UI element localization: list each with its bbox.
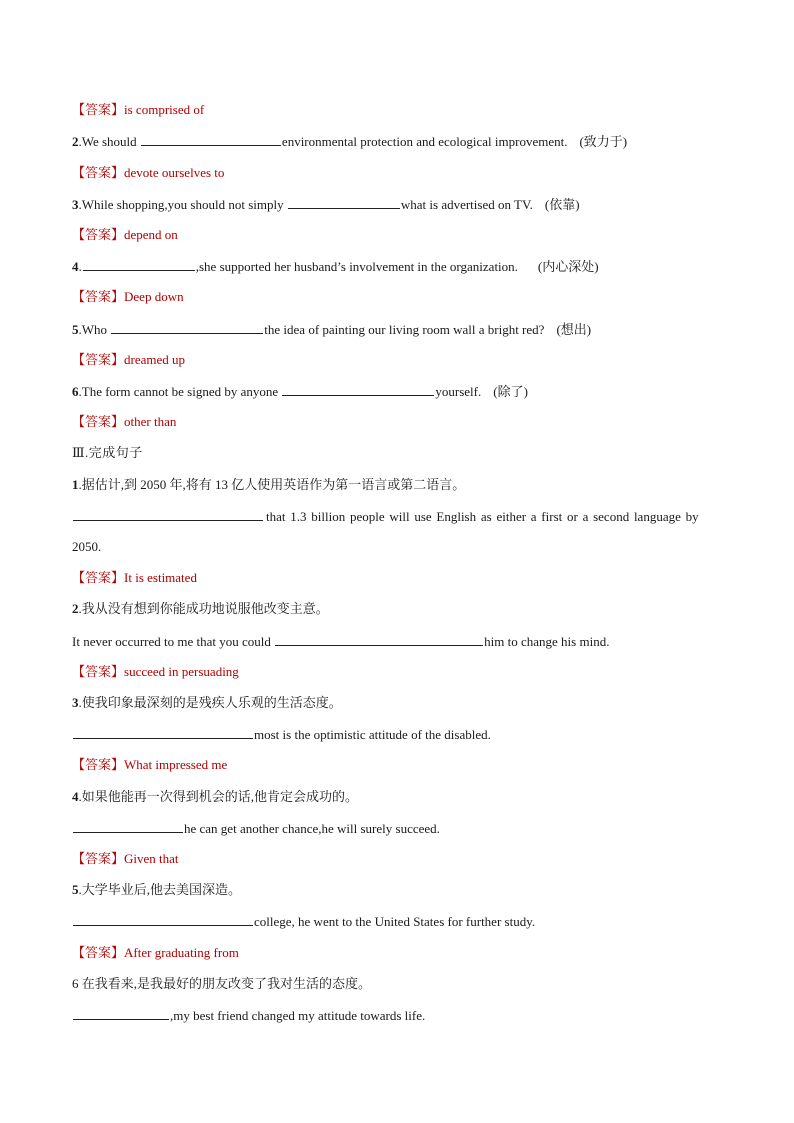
- answer-blank[interactable]: [73, 820, 183, 833]
- question-text-after: environmental protection and ecological improvement.: [281, 134, 568, 149]
- english-text-after: him to change his mind.: [484, 634, 610, 649]
- answer-text: depend on: [124, 227, 178, 242]
- question-number: 2: [72, 601, 79, 616]
- answer-line: [72, 664, 724, 680]
- answer-blank[interactable]: [73, 1007, 169, 1020]
- answer-tag: 【答案】: [72, 289, 125, 304]
- answer-line: [72, 757, 724, 773]
- section-title: Ⅲ.完成句子: [72, 445, 143, 460]
- answer-text: What impressed me: [124, 757, 228, 772]
- sentence-1-chinese: [72, 477, 724, 493]
- question-text-before: .While shopping,you should not simply: [78, 197, 287, 212]
- answer-text: is comprised of: [124, 102, 205, 117]
- chinese-sentence: .大学毕业后,他去美国深造。: [78, 882, 242, 897]
- answer-text: dreamed up: [124, 352, 186, 367]
- english-text-after: ,my best friend changed my attitude towards life.: [170, 1008, 426, 1023]
- answer-text: It is estimated: [124, 570, 197, 585]
- sentence-5-chinese: [72, 882, 724, 898]
- sentence-3-english: [72, 726, 724, 743]
- answer-text: other than: [124, 414, 177, 429]
- chinese-sentence: .我从没有想到你能成功地说服他改变主意。: [78, 601, 329, 616]
- answer-tag: 【答案】: [72, 165, 125, 180]
- answer-blank[interactable]: [275, 633, 483, 646]
- answer-tag: 【答案】: [72, 227, 125, 242]
- answer-text: succeed in persuading: [124, 664, 239, 679]
- sentence-6-chinese: [72, 976, 724, 992]
- answer-blank[interactable]: [141, 133, 281, 146]
- sentence-4-english: [72, 820, 724, 837]
- sentence-5-english: [72, 913, 724, 930]
- question-number: 5: [72, 882, 79, 897]
- question-number: 4: [72, 259, 79, 274]
- answer-line: [72, 352, 724, 368]
- answer-line: [72, 165, 724, 181]
- answer-text: Deep down: [124, 289, 184, 304]
- question-text-before: .Who: [78, 322, 111, 337]
- answer-tag: 【答案】: [72, 664, 125, 679]
- sentence-3-chinese: [72, 695, 724, 711]
- question-2: [72, 133, 724, 150]
- answer-line: [72, 945, 724, 961]
- answer-line: [72, 414, 724, 430]
- answer-line: [72, 570, 724, 586]
- question-number: 2: [72, 134, 79, 149]
- english-text-after: that 1.3 billion people will use English as either a first or a second language by: [266, 509, 699, 524]
- sentence-1-english: [72, 508, 724, 525]
- question-text-before: .We should: [78, 134, 140, 149]
- answer-line: [72, 851, 724, 867]
- answer-tag: 【答案】: [72, 102, 125, 117]
- answer-blank[interactable]: [73, 508, 263, 521]
- english-text-after: college, he went to the United States for further study.: [254, 914, 536, 929]
- english-text-after: he can get another chance,he will surely succeed.: [184, 821, 440, 836]
- answer-blank[interactable]: [83, 258, 195, 271]
- question-6: [72, 383, 724, 400]
- english-text-before: It never occurred to me that you could: [72, 634, 275, 649]
- question-number: 1: [72, 477, 79, 492]
- answer-blank[interactable]: [73, 726, 253, 739]
- question-number: 5: [72, 322, 79, 337]
- answer-tag: 【答案】: [72, 352, 125, 367]
- chinese-sentence: .据估计,到 2050 年,将有 13 亿人使用英语作为第一语言或第二语言。: [78, 477, 466, 492]
- chinese-hint: (除了): [493, 384, 528, 399]
- answer-text: After graduating from: [124, 945, 239, 960]
- answer-line: [72, 102, 724, 118]
- question-text-before: .: [78, 259, 82, 274]
- answer-blank[interactable]: [282, 383, 434, 396]
- question-number: 6: [72, 976, 79, 991]
- answer-blank[interactable]: [73, 913, 253, 926]
- answer-text: Given that: [124, 851, 179, 866]
- question-text-after: ,she supported her husband’s involvement in the organization.: [195, 259, 518, 274]
- sentence-6-english: [72, 1007, 724, 1024]
- answer-blank[interactable]: [111, 321, 263, 334]
- chinese-sentence: .使我印象最深刻的是残疾人乐观的生活态度。: [78, 695, 342, 710]
- sentence-1-english-cont: 2050.: [72, 539, 102, 554]
- question-text-before: .The form cannot be signed by anyone: [78, 384, 282, 399]
- chinese-sentence: .如果他能再一次得到机会的话,他肯定会成功的。: [78, 789, 359, 804]
- sentence-4-chinese: [72, 789, 724, 805]
- question-number: 3: [72, 695, 79, 710]
- question-number: 4: [72, 789, 79, 804]
- question-3: [72, 196, 724, 213]
- sentence-2-chinese: [72, 601, 724, 617]
- answer-tag: 【答案】: [72, 945, 125, 960]
- answer-blank[interactable]: [288, 196, 400, 209]
- question-text-after: what is advertised on TV.: [400, 197, 533, 212]
- question-text-after: the idea of painting our living room wall a bright red?: [264, 322, 545, 337]
- answer-line: [72, 227, 724, 243]
- question-number: 3: [72, 197, 79, 212]
- chinese-hint: (致力于): [579, 134, 628, 149]
- chinese-hint: (想出): [556, 322, 592, 337]
- sentence-2-english: [72, 633, 724, 650]
- question-4: [72, 258, 724, 275]
- question-text-after: yourself.: [435, 384, 482, 399]
- answer-tag: 【答案】: [72, 757, 125, 772]
- answer-line: [72, 289, 724, 305]
- answer-text: devote ourselves to: [124, 165, 225, 180]
- english-text-after: most is the optimistic attitude of the disabled.: [254, 727, 491, 742]
- answer-tag: 【答案】: [72, 414, 125, 429]
- answer-tag: 【答案】: [72, 570, 125, 585]
- chinese-hint: (依靠): [544, 197, 580, 212]
- question-5: [72, 321, 724, 338]
- question-number: 6: [72, 384, 79, 399]
- answer-tag: 【答案】: [72, 851, 125, 866]
- chinese-sentence: 在我看来,是我最好的朋友改变了我对生活的态度。: [78, 976, 372, 991]
- chinese-hint: (内心深处): [537, 259, 599, 274]
